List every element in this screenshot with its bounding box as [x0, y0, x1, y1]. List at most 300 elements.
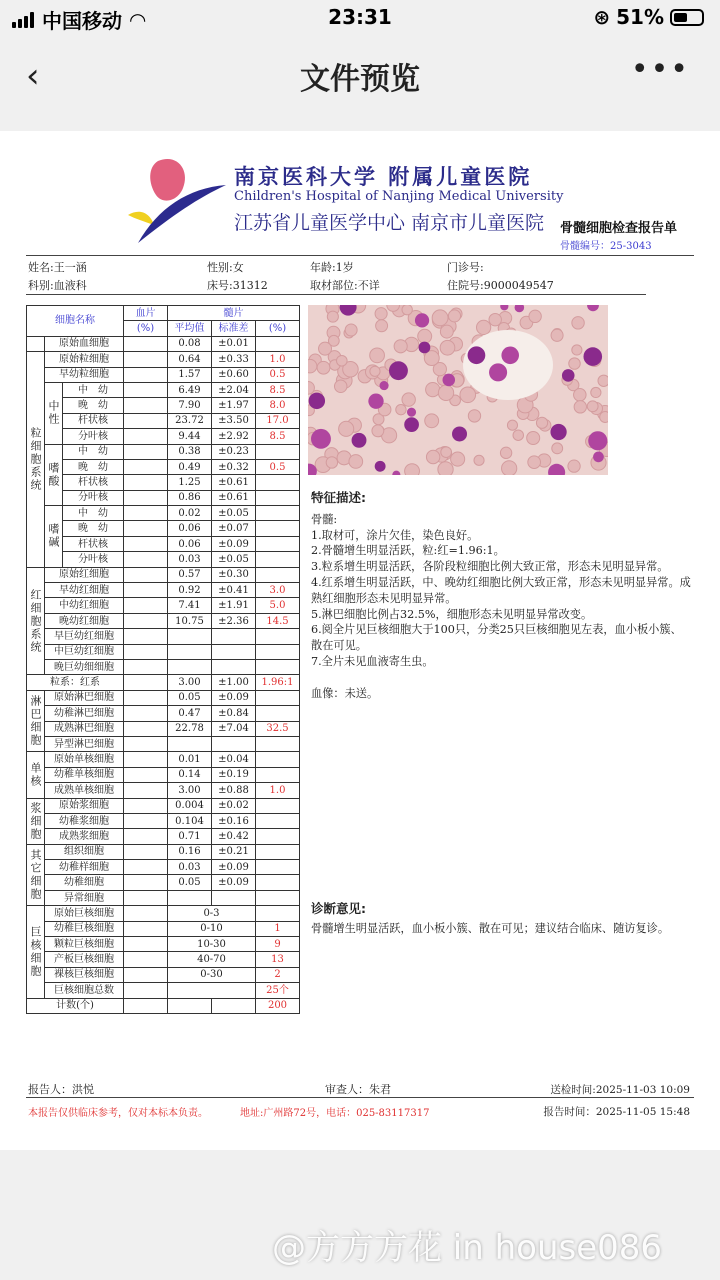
mean-value: 0.03	[168, 860, 212, 875]
blood-pct	[124, 998, 168, 1013]
marrow-pct: 1.0	[256, 352, 300, 367]
blood-pct	[124, 429, 168, 444]
blood-pct	[124, 567, 168, 582]
clear-area	[463, 330, 553, 400]
disclaimer: 本报告仅供临床参考，仅对本标本负责。	[28, 1108, 208, 1119]
rotation-lock-icon: ⊛	[593, 5, 611, 29]
mean-value: 0.05	[168, 875, 212, 890]
feature-line: 2.骨髓增生明显活跃，粒:红=1.96:1。	[311, 544, 505, 558]
nucleated-cell-mark	[442, 374, 455, 387]
red-cell-mark	[448, 310, 460, 322]
blood-pct	[124, 644, 168, 659]
table-row	[27, 629, 300, 644]
mean-value: 0.06	[168, 536, 212, 551]
table-row	[27, 352, 300, 367]
table-row	[27, 860, 300, 875]
cell-name: 分叶核	[63, 490, 124, 505]
blood-pct	[124, 583, 168, 598]
blood-pct	[124, 506, 168, 521]
nucleated-cell-mark	[468, 346, 486, 364]
cell-name: 晚巨幼细细胞	[45, 659, 124, 674]
table-row	[27, 706, 300, 721]
std-dev: ±0.02	[212, 798, 256, 813]
reporter: 报告人：洪悦	[28, 1083, 94, 1096]
blood-pct	[124, 382, 168, 397]
watermark: @方方方花 in house086	[272, 1228, 663, 1268]
red-cell-mark	[349, 455, 363, 469]
marrow-pct: 1.96:1	[256, 675, 300, 690]
cell-name: 组织细胞	[45, 844, 124, 859]
cell-name: 分叶核	[63, 552, 124, 567]
marrow-pct	[256, 506, 300, 521]
std-dev: ±0.09	[212, 690, 256, 705]
department: 科别:血液科	[28, 279, 87, 292]
hospital-name-cn: 南京医科大学 附属儿童医院	[234, 164, 533, 189]
std-dev: ±0.09	[212, 875, 256, 890]
red-cell-mark	[527, 432, 540, 445]
std-dev: ±0.61	[212, 475, 256, 490]
blood-pct	[124, 967, 168, 982]
table-row	[27, 813, 300, 828]
mean-value: 0.38	[168, 444, 212, 459]
marrow-pct	[256, 752, 300, 767]
red-cell-mark	[425, 414, 439, 428]
nucleated-cell-mark	[407, 408, 416, 417]
marrow-pct: 8.5	[256, 382, 300, 397]
cell-name: 原始浆细胞	[45, 798, 124, 813]
marrow-pct	[256, 629, 300, 644]
blood-pct	[124, 536, 168, 551]
normal-range: 0-3	[168, 906, 256, 921]
normal-range: 0-10	[168, 921, 256, 936]
red-cell-mark	[438, 462, 453, 475]
nucleated-cell-mark	[550, 424, 566, 440]
section-label: 巨核细胞	[27, 906, 45, 998]
table-row	[27, 475, 300, 490]
cell-name: 中 幼	[63, 444, 124, 459]
more-button[interactable]: •••	[630, 52, 690, 87]
divider	[26, 255, 694, 256]
table-row	[27, 736, 300, 751]
blood-pct	[124, 952, 168, 967]
cell-name: 晚 幼	[63, 459, 124, 474]
std-dev	[212, 736, 256, 751]
table-row	[27, 752, 300, 767]
cell-name: 原始红细胞	[45, 567, 124, 582]
cell-name: 中幼红细胞	[45, 598, 124, 613]
red-cell-mark	[529, 310, 541, 322]
marrow-pct	[256, 444, 300, 459]
mean-value: 9.44	[168, 429, 212, 444]
marrow-pct: 32.5	[256, 721, 300, 736]
nucleated-cell-mark	[352, 433, 367, 448]
feature-line: 4.红系增生明显活跃，中、晚幼红细胞比例大致正常，形态未见明显异常。成熟红细胞形态未见明显异常。	[311, 575, 691, 605]
marrow-pct: 9	[256, 937, 300, 952]
std-dev: ±2.92	[212, 429, 256, 444]
red-cell-mark	[536, 417, 547, 428]
blood-pct	[124, 444, 168, 459]
battery-percent: 51%	[616, 5, 664, 29]
normal-range	[168, 983, 256, 998]
marrow-pct: 17.0	[256, 413, 300, 428]
subgroup-label: 嗜酸	[45, 444, 63, 506]
marrow-pct	[256, 767, 300, 782]
table-row	[27, 998, 300, 1013]
table-row	[27, 690, 300, 705]
table-row	[27, 490, 300, 505]
red-cell-mark	[426, 450, 439, 463]
cell-name: 成熟浆细胞	[45, 829, 124, 844]
cell-name: 产板巨核细胞	[45, 952, 124, 967]
std-dev: ±2.04	[212, 382, 256, 397]
marrow-pct	[256, 552, 300, 567]
mean-value: 10.75	[168, 613, 212, 628]
normal-range: 10-30	[168, 937, 256, 952]
hospital-subtitle: 江苏省儿童医学中心 南京市儿童医院	[234, 212, 545, 234]
mean-value	[168, 644, 212, 659]
mean-value: 0.03	[168, 552, 212, 567]
hospital-name-en: Children's Hospital of Nanjing Medical University	[234, 189, 564, 204]
nucleated-cell-mark	[562, 369, 575, 382]
feature-line: 7.全片未见血液寄生虫。	[311, 654, 434, 668]
marrow-pct	[256, 875, 300, 890]
cell-name: 原始血细胞	[45, 336, 124, 351]
red-cell-mark	[568, 460, 580, 472]
blood-pct	[124, 844, 168, 859]
mean-value: 0.01	[168, 752, 212, 767]
blood-pct	[124, 336, 168, 351]
diagnosis	[311, 901, 691, 937]
cell-name: 分叶核	[63, 429, 124, 444]
table-row	[27, 937, 300, 952]
red-cell-mark	[441, 447, 452, 458]
mean-value	[168, 629, 212, 644]
std-dev: ±0.41	[212, 583, 256, 598]
std-dev	[212, 644, 256, 659]
red-cell-mark	[396, 404, 406, 414]
marrow-pct: 3.0	[256, 583, 300, 598]
table-row	[27, 890, 300, 905]
marrow-pct: 5.0	[256, 598, 300, 613]
std-dev: ±0.60	[212, 367, 256, 382]
table-row	[27, 875, 300, 890]
blood-pct	[124, 752, 168, 767]
table-row	[27, 444, 300, 459]
std-dev: ±0.32	[212, 459, 256, 474]
bone-marrow-micrograph	[308, 305, 608, 475]
marrow-pct: 1.0	[256, 783, 300, 798]
red-cell-mark	[319, 342, 332, 355]
section-label: 淋巴细胞	[27, 690, 45, 752]
red-cell-mark	[572, 345, 582, 355]
header-mean: 平均值	[168, 321, 212, 336]
section-label: 其它细胞	[27, 844, 45, 906]
inpatient-no: 住院号:9000049547	[447, 279, 554, 292]
table-row	[27, 767, 300, 782]
mean-value: 0.104	[168, 813, 212, 828]
red-cell-mark	[598, 375, 608, 386]
table-row	[27, 906, 300, 921]
blood-pct	[124, 798, 168, 813]
cell-name: 幼稚样细胞	[45, 860, 124, 875]
table-row	[27, 552, 300, 567]
marrow-pct	[256, 860, 300, 875]
cell-name: 原始淋巴细胞	[45, 690, 124, 705]
std-dev: ±0.09	[212, 536, 256, 551]
diagnosis-text: 骨髓增生明显活跃，血小板小簇、散在可见；建议结合临床、随访复诊。	[311, 921, 670, 935]
cell-name: 杆状核	[63, 536, 124, 551]
blood-pct	[124, 736, 168, 751]
marrow-pct	[256, 336, 300, 351]
battery-icon	[670, 9, 704, 26]
cell-name: 杆状核	[63, 475, 124, 490]
table-row	[27, 983, 300, 998]
nucleated-cell-mark	[375, 461, 386, 472]
marrow-pct	[256, 890, 300, 905]
red-cell-mark	[476, 320, 490, 334]
normal-range: 0-30	[168, 967, 256, 982]
marrow-pct: 0.5	[256, 367, 300, 382]
address: 地址:广州路72号，电话：025-83117317	[240, 1108, 430, 1119]
std-dev: ±0.05	[212, 552, 256, 567]
blood-pct	[124, 598, 168, 613]
red-cell-mark	[402, 393, 415, 406]
cell-count-table	[26, 305, 300, 1014]
red-cell-mark	[569, 358, 580, 369]
red-cell-mark	[376, 320, 388, 332]
marrow-pct	[256, 567, 300, 582]
marrow-pct	[256, 844, 300, 859]
table-row	[27, 583, 300, 598]
table-row	[27, 952, 300, 967]
report-time: 报告时间：2025-11-05 15:48	[543, 1106, 690, 1118]
cell-name: 中巨幼红细胞	[45, 644, 124, 659]
red-cell-mark	[474, 455, 484, 465]
table-row	[27, 567, 300, 582]
std-dev: ±0.05	[212, 506, 256, 521]
cell-name: 晚幼红细胞	[45, 613, 124, 628]
bed-no: 床号:31312	[207, 279, 268, 292]
mean-value	[168, 659, 212, 674]
red-cell-mark	[339, 421, 354, 436]
back-button[interactable]: ‹	[26, 56, 40, 96]
cell-name: 巨核细胞总数	[45, 983, 124, 998]
marrow-pct	[256, 736, 300, 751]
blood-pct	[124, 413, 168, 428]
feature-line: 骨髓:	[311, 512, 338, 526]
table-row	[27, 967, 300, 982]
red-cell-mark	[460, 387, 476, 403]
std-dev: ±0.16	[212, 813, 256, 828]
sample-site: 取材部位:不详	[310, 279, 380, 292]
std-dev: ±0.04	[212, 752, 256, 767]
table-row	[27, 382, 300, 397]
red-cell-mark	[426, 382, 440, 396]
marrow-pct	[256, 813, 300, 828]
nucleated-cell-mark	[368, 393, 383, 408]
header-pct: (%)	[256, 321, 300, 336]
cell-name: 成熟单核细胞	[45, 783, 124, 798]
table-row	[27, 829, 300, 844]
blood-pct	[124, 829, 168, 844]
red-cell-mark	[334, 380, 346, 392]
cell-name: 幼稚巨核细胞	[45, 921, 124, 936]
red-cell-mark	[574, 389, 587, 402]
diagnosis-title: 诊断意见:	[311, 901, 366, 916]
std-dev: ±0.23	[212, 444, 256, 459]
std-dev: ±0.30	[212, 567, 256, 582]
marrow-pct: 13	[256, 952, 300, 967]
red-cell-mark	[489, 313, 501, 325]
subgroup-label: 中性	[45, 382, 63, 444]
nucleated-cell-mark	[419, 342, 431, 354]
std-dev	[212, 659, 256, 674]
table-row	[27, 844, 300, 859]
blood-pct	[124, 906, 168, 921]
marrow-pct	[256, 659, 300, 674]
mean-value: 0.64	[168, 352, 212, 367]
hospital-logo	[128, 153, 228, 248]
marrow-pct: 25个	[256, 983, 300, 998]
section-label: 浆细胞	[27, 798, 45, 844]
cell-name: 粒系：红系	[27, 675, 124, 690]
section-label: 单核	[27, 752, 45, 798]
clock: 23:31	[328, 5, 392, 29]
marrow-pct	[256, 690, 300, 705]
std-dev: ±0.88	[212, 783, 256, 798]
table-row	[27, 721, 300, 736]
red-cell-mark	[438, 385, 453, 400]
blood-pct	[124, 767, 168, 782]
wifi-icon: ◠	[130, 7, 146, 32]
blood-pct	[124, 813, 168, 828]
mean-value: 0.71	[168, 829, 212, 844]
nucleated-cell-mark	[583, 347, 602, 366]
nucleated-cell-mark	[452, 426, 467, 441]
table-row	[27, 613, 300, 628]
red-cell-mark	[372, 425, 384, 437]
red-cell-mark	[402, 305, 412, 315]
table-row	[27, 536, 300, 551]
red-cell-mark	[317, 361, 330, 374]
std-dev: ±0.33	[212, 352, 256, 367]
carrier: 中国移动	[42, 9, 122, 33]
mean-value: 0.06	[168, 521, 212, 536]
report-number: 骨髓编号：25-3043	[560, 241, 652, 252]
red-cell-mark	[502, 461, 517, 475]
red-cell-mark	[528, 456, 541, 469]
table-row	[27, 429, 300, 444]
std-dev: ±0.19	[212, 767, 256, 782]
table-row	[27, 598, 300, 613]
outpatient-no: 门诊号:	[447, 261, 484, 274]
nucleated-cell-mark	[389, 361, 408, 380]
red-cell-mark	[574, 401, 586, 413]
cell-name: 成熟淋巴细胞	[45, 721, 124, 736]
red-cell-mark	[418, 329, 432, 343]
blood-pct	[124, 690, 168, 705]
std-dev: ±3.50	[212, 413, 256, 428]
blood-pct	[124, 983, 168, 998]
cell-name: 异型淋巴细胞	[45, 736, 124, 751]
mean-value: 0.47	[168, 706, 212, 721]
header-cell-name: 细胞名称	[27, 306, 124, 337]
mean-value: 0.57	[168, 567, 212, 582]
std-dev: ±2.36	[212, 613, 256, 628]
red-cell-mark	[370, 366, 380, 376]
table-row	[27, 921, 300, 936]
nucleated-cell-mark	[415, 313, 429, 327]
red-cell-mark	[572, 317, 584, 329]
std-dev: ±7.04	[212, 721, 256, 736]
nucleated-cell-mark	[489, 363, 507, 381]
marrow-pct: 200	[256, 998, 300, 1013]
nucleated-cell-mark	[404, 417, 419, 432]
cell-name: 晚 幼	[63, 521, 124, 536]
std-dev: ±0.84	[212, 706, 256, 721]
red-cell-mark	[327, 311, 338, 322]
cell-name: 原始粒细胞	[45, 352, 124, 367]
mean-value: 6.49	[168, 382, 212, 397]
marrow-pct: 14.5	[256, 613, 300, 628]
red-cell-mark	[551, 329, 563, 341]
nucleated-cell-mark	[501, 347, 519, 365]
std-dev: ±0.21	[212, 844, 256, 859]
subgroup-label: 嗜碱	[45, 506, 63, 568]
section-label	[27, 336, 45, 351]
table-row	[27, 506, 300, 521]
cell-name: 原始单核细胞	[45, 752, 124, 767]
blood-pct	[124, 490, 168, 505]
mean-value: 22.78	[168, 721, 212, 736]
red-cell-mark	[370, 348, 385, 363]
marrow-pct: 8.0	[256, 398, 300, 413]
marrow-pct	[256, 521, 300, 536]
std-dev: ±1.97	[212, 398, 256, 413]
red-cell-mark	[500, 447, 511, 458]
cell-name: 早幼红细胞	[45, 583, 124, 598]
mean-value: 7.90	[168, 398, 212, 413]
blood-pct	[124, 890, 168, 905]
section-label: 红细胞系统	[27, 567, 45, 675]
blood-pct	[124, 398, 168, 413]
marrow-pct: 1	[256, 921, 300, 936]
patient-age: 年龄:1岁	[310, 261, 354, 274]
mean-value: 0.16	[168, 844, 212, 859]
red-cell-mark	[337, 355, 348, 366]
red-cell-mark	[468, 410, 480, 422]
section-label: 粒细胞系统	[27, 352, 45, 567]
header-blood-pct: (%)	[124, 321, 168, 336]
std-dev: ±1.91	[212, 598, 256, 613]
feature-line: 5.淋巴细胞比例占32.5%，细胞形态未见明显异常改变。	[311, 607, 593, 621]
nucleated-cell-mark	[593, 452, 604, 463]
mean-value: 0.92	[168, 583, 212, 598]
mean-value: 0.14	[168, 767, 212, 782]
table-row	[27, 521, 300, 536]
header-blood: 血片	[124, 306, 168, 321]
red-cell-mark	[513, 430, 524, 441]
patient-name: 姓名:王一涵	[28, 261, 87, 274]
marrow-pct: 0.5	[256, 459, 300, 474]
blood-pct	[124, 352, 168, 367]
mean-value	[168, 736, 212, 751]
cell-name: 计数(个)	[27, 998, 124, 1013]
blood-pct	[124, 875, 168, 890]
divider	[26, 1097, 694, 1098]
table-row	[27, 675, 300, 690]
mean-value: 3.00	[168, 675, 212, 690]
